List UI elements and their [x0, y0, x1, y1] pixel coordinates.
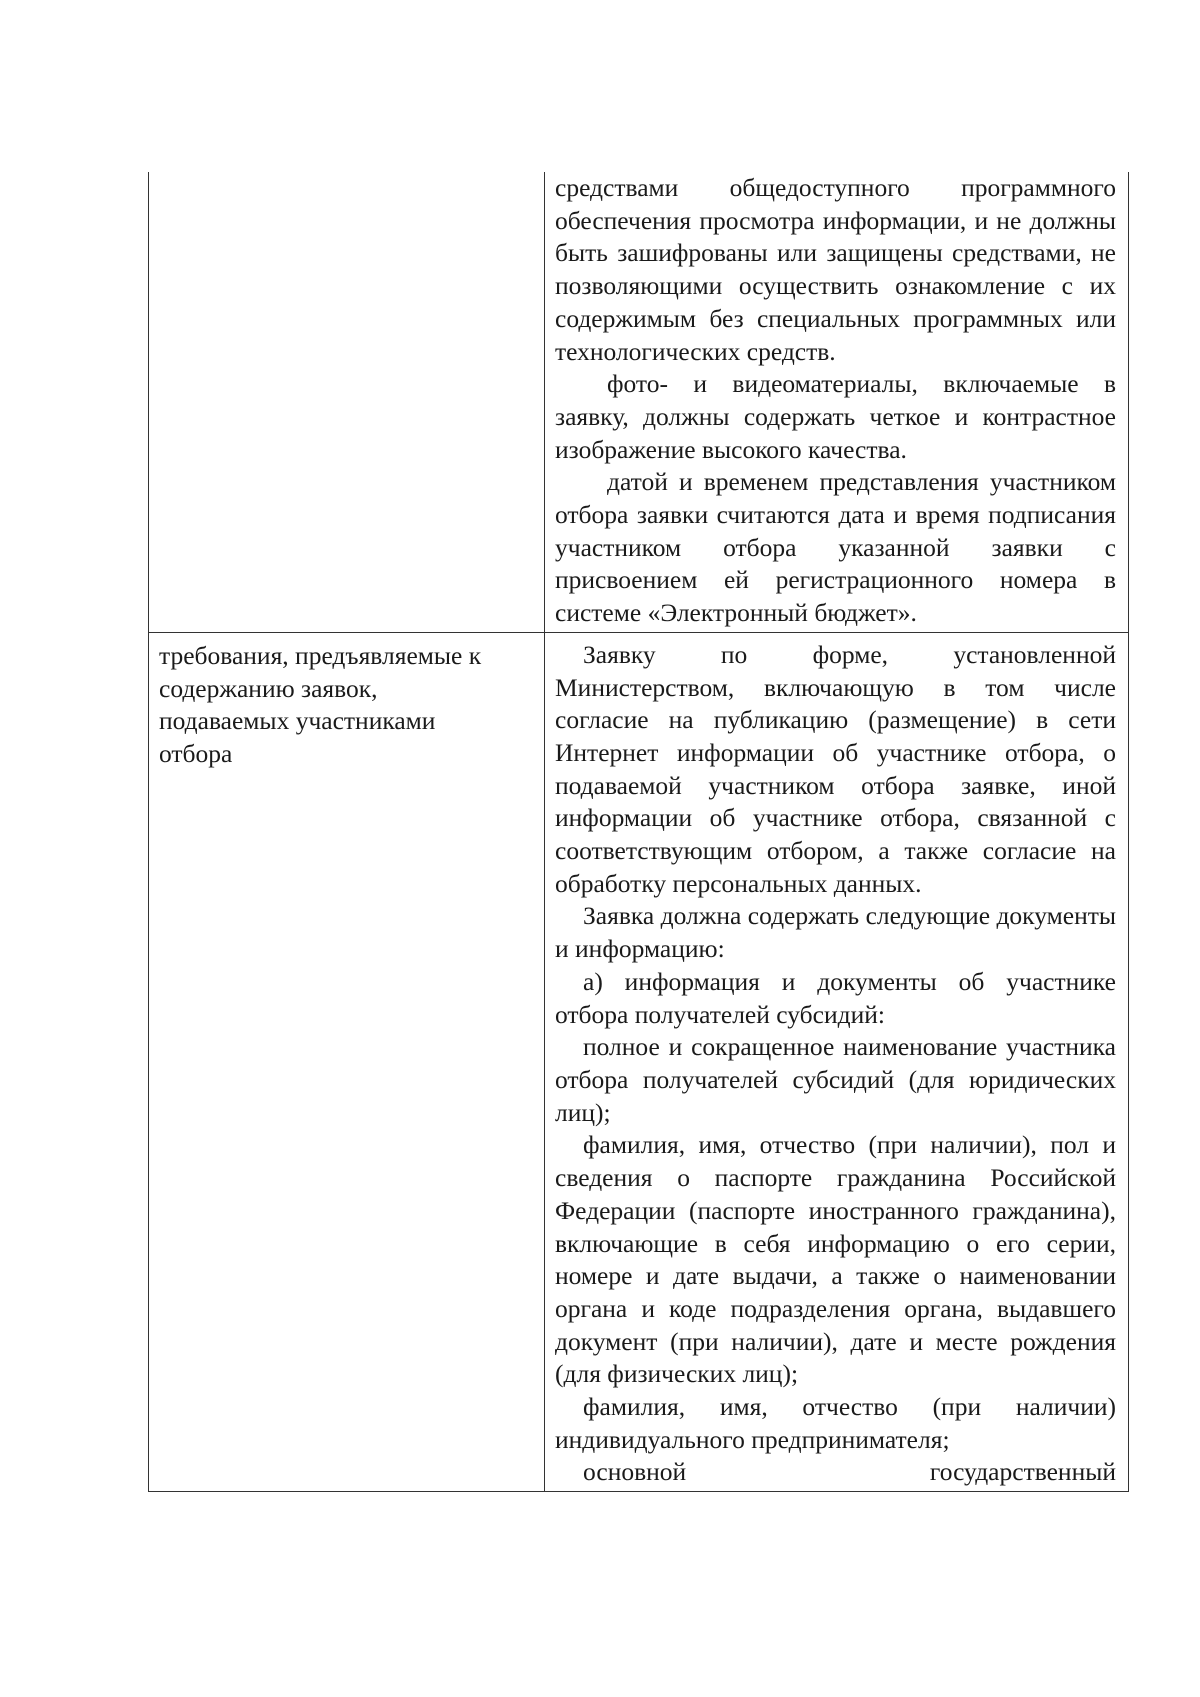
requirement-heading: требования, предъявляемые к содержанию заявок, подаваемых участниками отбора	[159, 640, 482, 768]
paragraph: основной государственный	[583, 1457, 1116, 1487]
paragraph: датой и временем представления участником отбора заявки считаются дата и время подписания участником отбора указанной заявки с присвоением ей регистрационного номера в системе «Электронный бюджет».	[555, 467, 1116, 628]
paragraph: а) информация и документы об участнике отбора получателей субсидий:	[555, 966, 1116, 1029]
table-cell-right	[545, 632, 1129, 1491]
table-row	[149, 172, 1129, 632]
table-cell-left	[149, 172, 545, 632]
table-cell-left	[149, 632, 545, 1491]
paragraph: Заявка должна содержать следующие документы и информацию:	[555, 901, 1116, 964]
paragraph: средствами общедоступного программного обеспечения просмотра информации, и не должны быть зашифрованы или защищены средствами, не позволяющими осуществить ознакомление с их содержимым без специальных программных или технологических средств.	[555, 173, 1116, 366]
table-row	[149, 632, 1129, 1491]
paragraph: фамилия, имя, отчество (при наличии) индивидуального предпринимателя;	[555, 1392, 1116, 1454]
paragraph: фамилия, имя, отчество (при наличии), пол и сведения о паспорте гражданина Российской Федерации (паспорте иностранного гражданина), включающие в себя информацию о его серии, номере и дате выдачи, а также о наименовании органа и коде подразделения органа, выдавшего документ (при наличии), дате и месте рождения (для физических лиц);	[555, 1130, 1116, 1389]
paragraph: полное и сокращенное наименование участника отбора получателей субсидий (для юридических лиц);	[555, 1032, 1116, 1127]
table-cell-right	[545, 172, 1129, 632]
paragraph: фото- и видеоматериалы, включаемые в заявку, должны содержать четкое и контрастное изображение высокого качества.	[555, 369, 1116, 464]
document-table	[148, 172, 1129, 1492]
paragraph: Заявку по форме, установленной Министерством, включающую в том числе согласие на публикацию (размещение) в сети Интернет информации об участнике отбора, о подаваемой участником отбора заявке, иной информации об участнике отбора, связанной с соответствующим отбором, а также согласие на обработку персональных данных.	[555, 639, 1116, 898]
